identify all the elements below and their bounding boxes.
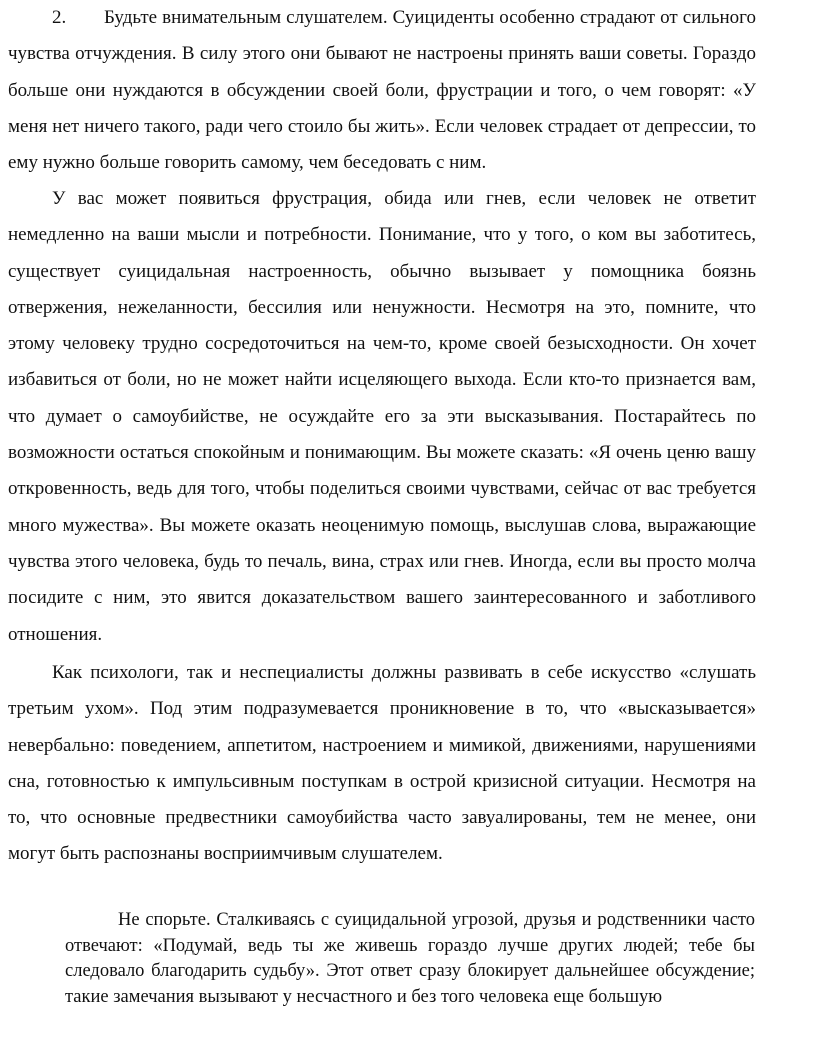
- paragraph-listening: [8, 0, 756, 181]
- paragraph-listening-text: Будьте внимательным слушателем. Суициденты особенно страдают от сильного чувства отчуждения. В силу этого они бывают не настроены принять ваши советы. Гораздо больше они нуждаются в обсуждении своей боли, фрустрации и того, о чем говорят: «У меня нет ничего такого, ради чего стоило бы жить». Если человек страдает от депрессии, то ему нужно больше говорить самому, чем беседовать с ним.: [8, 7, 756, 174]
- paragraph-third-ear: Как психологи, так и неспециалисты должны развивать в себе искусство «слушать третьим ухом». Под этим подразумевается проникновение в то, что «высказывается» невербально: поведением, аппетитом, настроением и мимикой, движениями, нарушениями сна, готовностью к импульсивным поступкам в острой кризисной ситуации. Несмотря на то, что основные предвестники самоубийства часто завуалированы, тем не менее, они могут быть распознаны восприимчивым слушателем.: [8, 662, 756, 865]
- list-number: 2.: [52, 7, 67, 28]
- paragraph-frustration: У вас может появиться фрустрация, обида или гнев, если человек не ответит немедленно на ваши мысли и потребности. Понимание, что у того, о ком вы заботитесь, существует суицидальная настроенность, обычно вызывает у помощника боязнь отвержения, нежеланности, бессилия или ненужности. Несмотря на это, помните, что этому человеку трудно сосредоточиться на чем-то, кроме своей безысходности. Он хочет избавиться от боли, но не может найти исцеляющего выхода. Если кто-то признается вам, что думает о самоубийстве, не осуждайте его за эти высказывания. Постарайтесь по возможности остаться спокойным и понимающим. Вы можете сказать: «Я очень ценю вашу откровенность, ведь для того, чтобы поделиться своими чувствами, сейчас от вас требуется много мужества». Вы можете оказать неоценимую помощь, выслушав слова, выражающие чувства этого человека, будь то печаль, вина, страх или гнев. Иногда, если вы просто молча посидите с ним, это явится доказательством вашего заинтересованного и заботливого отношения.: [8, 188, 756, 645]
- paragraph-do-not-argue: Не спорьте. Сталкиваясь с суицидальной угрозой, друзья и родственники часто отвечают: «Подумай, ведь ты же живешь гораздо лучше других людей; тебе бы следовало благодарить судьбу». Этот ответ сразу блокирует дальнейшее обсуждение; такие замечания вызывают у несчастного и без того человека еще большую: [65, 910, 755, 1007]
